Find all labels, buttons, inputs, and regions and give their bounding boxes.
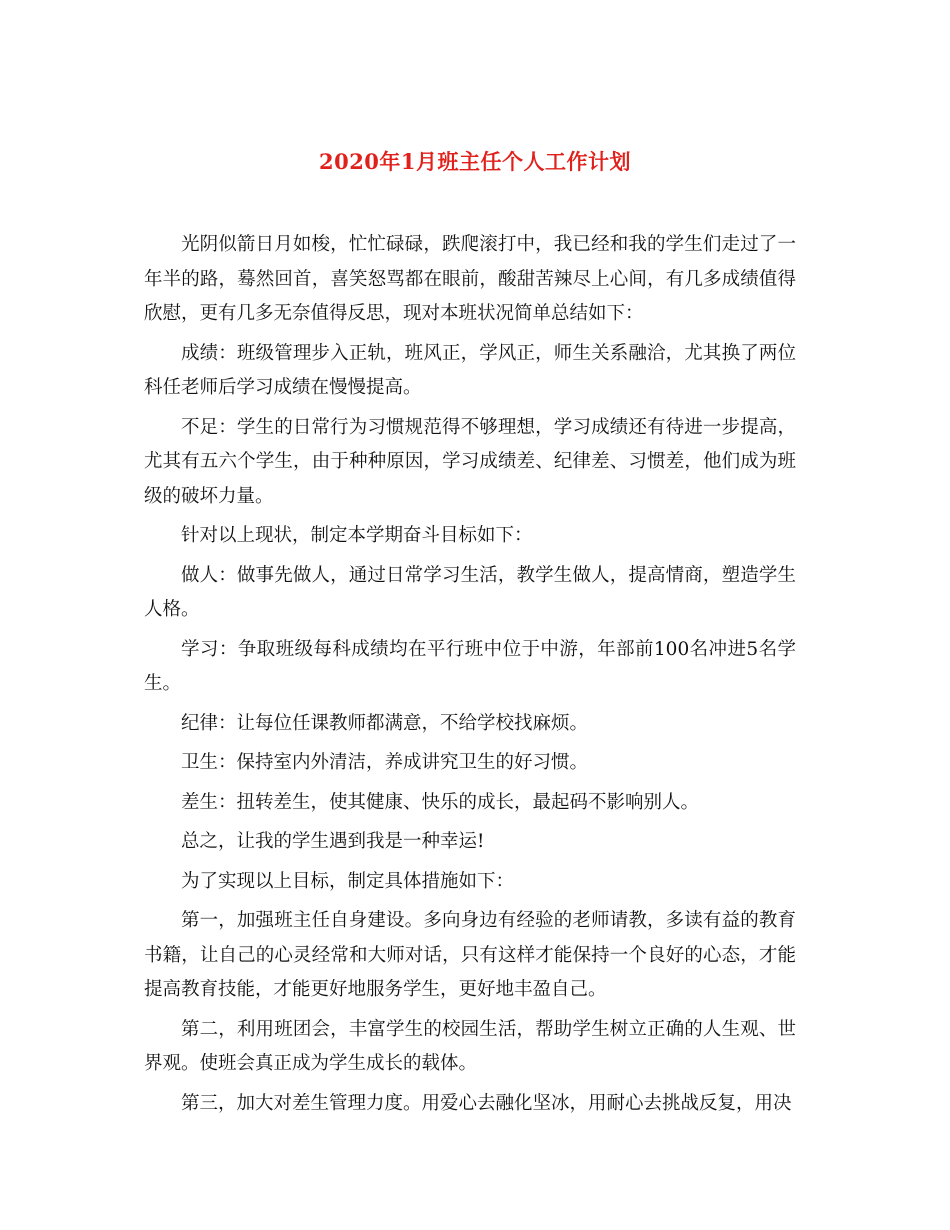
document-title: 2020年1月班主任个人工作计划 — [318, 149, 632, 174]
paragraph-measure-3: 第三，加大对差生管理力度。用爱心去融化坚冰，用耐心去挑战反复，用决 — [181, 1092, 792, 1114]
paragraph-measure-1: 第一，加强班主任自身建设。多向身边有经验的老师请教，多读有益的教育书籍，让自己的心灵经常和大师对话，只有这样才能保持一个良好的心态，才能提高教育技能，才能更好地服务学生，更好地丰盈自己。 — [144, 910, 796, 1000]
paragraph-goals-intro: 针对以上现状，制定本学期奋斗目标如下： — [181, 525, 533, 546]
paragraph-shortcomings: 不足：学生的日常行为习惯规范得不够理想，学习成绩还有待进一步提高，尤其有五六个学生，由于种种原因，学习成绩差、纪律差、习惯差，他们成为班级的破坏力量。 — [144, 416, 796, 507]
paragraph-goal-character: 做人：做事先做人，通过日常学习生活，教学生做人，提高情商，塑造学生人格。 — [144, 564, 796, 620]
paragraph-achievements: 成绩：班级管理步入正轨，班风正，学风正，师生关系融洽，尤其换了两位科任老师后学习成绩在慢慢提高。 — [144, 342, 796, 398]
paragraph-intro: 光阴似箭日月如梭，忙忙碌碌，跌爬滚打中，我已经和我的学生们走过了一年半的路，蓦然回首，喜笑怒骂都在眼前，酸甜苦辣尽上心间，有几多成绩值得欣慰，更有几多无奈值得反思，现对本班状况简单总结如下： — [144, 234, 796, 324]
paragraph-goal-weak-students: 差生：扭转差生，使其健康、快乐的成长，最起码不影响别人。 — [181, 791, 700, 813]
paragraph-summary: 总之，让我的学生遇到我是一种幸运! — [181, 831, 485, 852]
paragraph-measure-2: 第二，利用班团会，丰富学生的校园生活，帮助学生树立正确的人生观、世界观。使班会真正成为学生成长的载体。 — [144, 1018, 796, 1074]
paragraph-goal-discipline: 纪律：让每位任课教师都满意，不给学校找麻烦。 — [181, 712, 589, 734]
paragraph-measures-intro: 为了实现以上目标，制定具体措施如下： — [181, 870, 515, 892]
document-body — [144, 228, 796, 1126]
paragraph-goal-hygiene: 卫生：保持室内外清洁，养成讲究卫生的好习惯。 — [181, 752, 589, 773]
paragraph-goal-study: 学习：争取班级每科成绩均在平行班中位于中游，年部前100名冲进5名学生。 — [144, 638, 796, 694]
